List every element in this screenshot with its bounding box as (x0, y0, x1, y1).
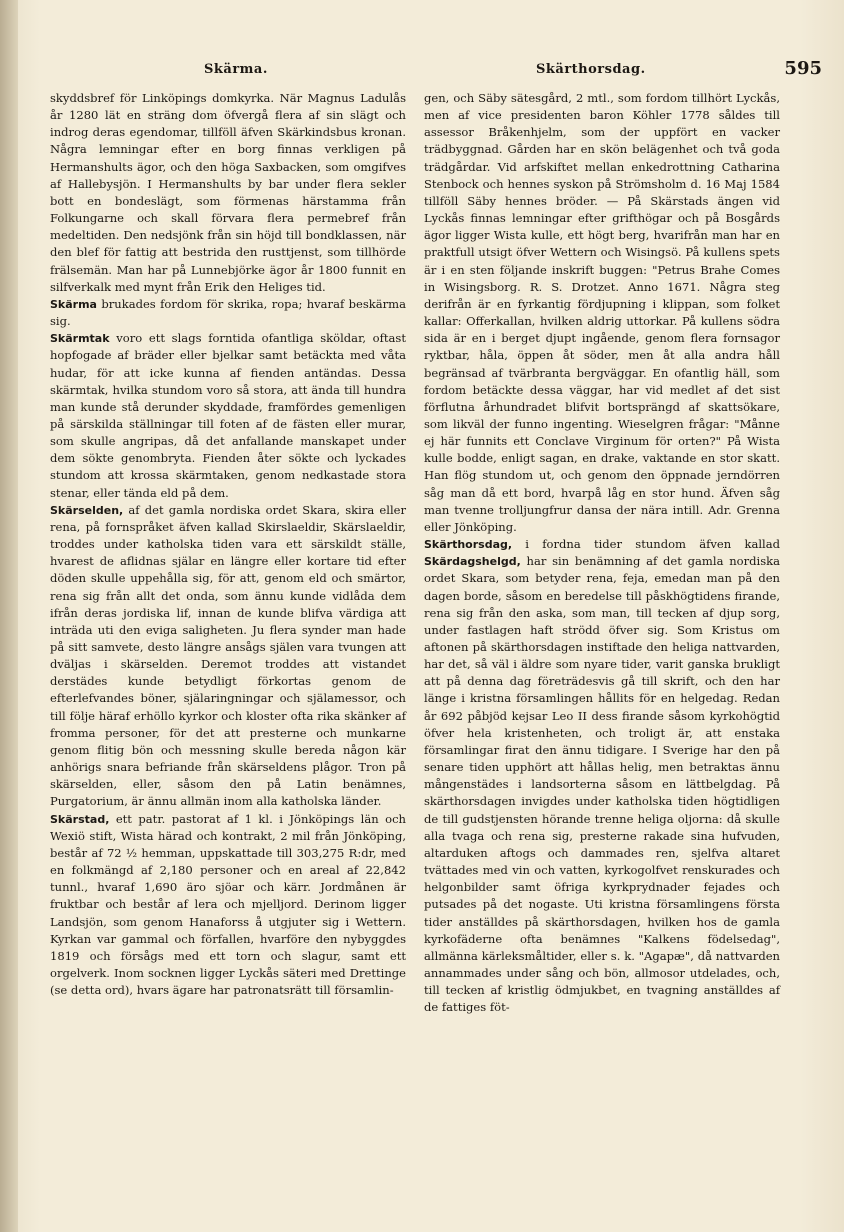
entry-skarselden (50, 502, 406, 811)
entry-headword: Skärthorsdag, (424, 538, 513, 552)
entry-alt-headword: Skärdagshelgd, (424, 555, 521, 569)
entry-text: i fordna tider stundom äfven kallad (512, 537, 780, 552)
left-column (50, 90, 406, 999)
entry-skarmtak (50, 330, 406, 502)
entry-skarma (50, 296, 406, 330)
entry-headword: Skärselden, (50, 503, 124, 517)
entry-headword: Skärstad, (50, 812, 110, 826)
left-continuation-text: skyddsbref för Linköpings domkyrka. När Magnus Ladulås år 1280 lät en sträng dom öfvergå flera af sin slägt och indrog deras egendomar, tillföll äfven Skärkindsbus kronan. Några lemningar efter en borg finnas verkligen på Hermanshults ägor, och den höga Saxbacken, som omgifves af Hallebysjön. I Hermanshults by bar under flera sekler bott en bondeslägt, som förmenas härstamma från Folkungarne och skall förvara flera permebref från medeltiden. Den nedsjönk från sin höjd till bondklassen, när den blef för fattig att bestrida den rusttjenst, som tillhörde frälsemän. Man har på Lunnebjörke ägor år 1800 funnit en silfverkalk med mynt från Erik den Heliges tid. (50, 91, 406, 294)
page-binding-edge (0, 0, 18, 1232)
entry-headword: Skärma (50, 297, 97, 311)
entry-text-continued: har sin benämning af det gamla nordiska ordet Skara, som betyder rena, feja, emedan man på den dagen borde, såsom en beredelse till påskhögtidens firande, rena sig från den aska, som man, till tecken af djup sorg, under fastlagen haft strödd öfver sig. Som Kristus om aftonen på skärthorsdagen instiftade den heliga nattvarden, har det, så väl i äldre som nyare tider, varit ganska brukligt att på denna dag företrädesvis gå till skrift, och den har länge i kristna församlingen hållits för en helgedag. Redan år 692 påbjöd kejsar Leo II dess firande såsom kyrkohögtid öfver hela kristenheten, och troligt är, att enstaka församlingar firat den ännu tidigare. I Sverige har den på senare tiden upphört att hållas helig, men betraktas ännu mångenstädes i landsorterna såsom en lättbelgdag. På skärthorsdagen invigdes under katholska tiden högtidligen de till gudstjensten hörande trenne heliga oljorna: då skulle alla tvaga och rena sig, presterne rakade sina hufvuden, altarduken aftogs och dammades ren, sjelfva altaret tvättades med vin och vatten, kyrkogolfvet renskurades och helgonbilder samt öfriga kyrkprydnader fejades och putsades på det nogaste. Uti kristna församlingens första tider anställdes på skärthorsdagen, hvilken hos de gamla kyrkofäderne ofta benämnes "Kalkens födelsedag", allmänna kärleksmåltider, eller s. k. "Agapæ", då nattvarden annammades under sång och bön, allmosor utdelades, och, till tecken af kristlig ödmjukbet, en tvagning anställdes af de fattiges föt- (424, 554, 780, 1015)
left-running-head: Skärma. (204, 62, 268, 77)
right-column (424, 90, 780, 1016)
entry-skarstad (50, 811, 406, 1000)
page-number: 595 (784, 58, 822, 79)
entry-text: brukades fordom för skrika, ropa; hvaraf beskärma sig. (50, 296, 406, 329)
running-header (44, 58, 822, 80)
entry-text: voro ett slags forntida ofantliga sköldar, oftast hopfogade af bräder eller bjelkar samt betäckta med våta hudar, för att icke kunna af fienden antändas. Dessa skärmtak, hvilka stundom voro så stora, att ända till hundra man kunde stå derunder skyddade, framfördes gemenligen på särskilda ställningar till foten af de fästen eller murar, som skulle angripas, då det anfallande manskapet under dem sökte genombryta. Fienden åter sökte och lyckades stundom att krossa skärmtaken, genom nedkastade stora stenar, eller tända eld på dem. (50, 331, 406, 500)
entry-skarthorsdag (424, 536, 780, 1016)
right-continuation-text: gen, och Säby sätesgård, 2 mtl., som fordom tillhört Lyckås, men af vice presidenten baron Köhler 1778 såldes till assessor Bråkenhjelm, som der uppfört en vacker trädbyggnad. Gården har en skön belägenhet och två goda trädgårdar. Vid arfskiftet mellan enkedrottning Catharina Stenbock och hennes syskon på Strömsholm d. 16 Maj 1584 tillföll Säby hennes bröder. — På Skärstads ängen vid Lyckås finnas lemningar efter grifthögar och på Bosgårds ägor ligger Wista kulle, ett högt berg, hvarifrån man har en praktfull utsigt öfver Wettern och Wisingsö. På kullens spets är i en sten följande inskrift buggen: "Petrus Brahe Comes in Wisingsborg. R. S. Drotzet. Anno 1671. Några steg derifrån är en fyrkantig fördjupning i klippan, som folket kallar: Offerkallan, hvilken aldrig uttorkar. På kullens södra sida är en i berget djupt ingående, genom flera fornsagor ryktbar, håla, öppen åt söder, men åt alla andra håll begränsad af tvärbranta bergväggar. En ofantlig häll, som fordom betäckte dessa väggar, har vid medlet af det sist förflutna århundradet blifvit bortsprängd af skattsökare, som likväl der funno ingenting. Wieselgren frågar: "Månne ej här funnits ett Conclave Virginum för orten?" På Wista kulle bodde, enligt sagan, en drake, vaktande en stor skatt. Han flög stundom ut, och genom den öppnade jerndörren såg man då ett bord, hvarpå låg en stor hund. Äfven såg man tvenne trolljungfrur dansa der nära intill. Adr. Grenna eller Jönköping. (424, 91, 780, 534)
right-running-head: Skärthorsdag. (536, 62, 646, 77)
entry-headword: Skärmtak (50, 332, 110, 346)
entry-text: ett patr. pastorat af 1 kl. i Jönköpings län och Wexiö stift, Wista härad och kontrakt, 2 mil från Jönköping, består af 72 ½ hemman, uppskattade till 303,275 R:dr, med en folkmängd af 2,180 personer och en areal af 22,842 tunnl., hvaraf 1,690 äro sjöar och kärr. Jordmånen är fruktbar och består af lera och mjelljord. Derinom ligger Landsjön, som genom Hanaforss å utgjuter sig i Wettern. Kyrkan var gammal och förfallen, hvarföre den nybyggdes 1819 och försågs med ett torn och slagur, samt ett orgelverk. Inom socknen ligger Lyckås säteri med Drettinge (se detta ord), hvars ägare har patronatsrätt till församlin- (50, 811, 406, 998)
entry-text: af det gamla nordiska ordet Skara, skira eller rena, på fornspråket äfven kallad Skirslaeldir, Skärslaeldir, troddes under katholska tiden vara ett särskildt ställe, hvarest de aflidnas själar en längre eller kortare tid efter döden skulle uppehålla sig, för att, genom eld och smärtor, rena sig från allt det onda, som ännu kunde vidlåda dem ifrån deras jordiska lif, innan de kunde blifva värdiga att inträda uti den eviga saligheten. Ju flera synder man hade på sitt samvete, desto längre ansågs själen vara tvungen att dväljas i skärselden. Deremot troddes att vistandet derstädes kunde betydligt förkortas genom de efterlefvandes böner, själaringningar och själamessor, och till följe häraf erhöllo kyrkor och kloster ofta rika skänker af fromma personer, för det att presterne och munkarne genom flitig bön och messning skulle bereda någon kär anhörigs snara befriande från skärseldens plågor. Tron på skärselden, eller, såsom den på Latin benämnes, Purgatorium, är ännu allmän inom alla katholska länder. (50, 502, 406, 809)
